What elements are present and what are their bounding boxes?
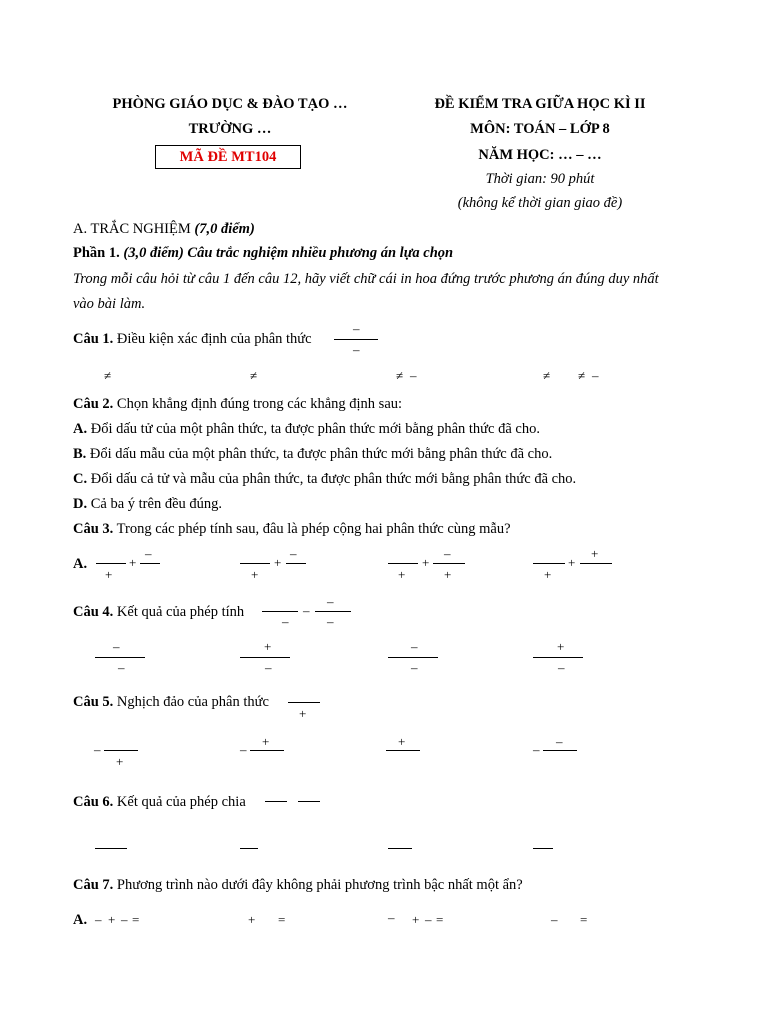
part1-instruction-line2: vào bài làm. [73, 296, 146, 312]
question-1 [73, 330, 312, 348]
q2-option-a [73, 420, 540, 438]
q5-c-bar [386, 750, 420, 751]
q2-option-b [73, 445, 552, 463]
question-6 [73, 793, 246, 811]
q4-d-bar [533, 657, 583, 658]
q2-option-a-text: Đổi dấu tử của một phân thức, ta được phân thức mới bằng phân thức đã cho. [87, 421, 540, 437]
q2-option-b-text: Đổi dấu mẫu của một phân thức, ta được phân thức mới bằng phân thức đã cho. [86, 446, 553, 462]
q5-d-minus: – [533, 742, 540, 757]
question-5 [73, 693, 269, 711]
section-a-title: A. TRẮC NGHIỆM [73, 221, 195, 237]
exam-duration-note: (không kể thời gian giao đề) [457, 195, 623, 211]
question-1-text: Điều kiện xác định của phân thức [113, 331, 312, 347]
q1-option-c-minus: – [410, 368, 417, 383]
q1-fraction-minus: – [353, 321, 360, 336]
q7-option-a-letter: A. [73, 912, 88, 928]
q3-a-plus: + [129, 555, 137, 570]
q7-a-plus: + [108, 912, 116, 927]
q6-d-bar [533, 848, 553, 849]
q3-d-plus: + [568, 555, 576, 570]
q3-c-frac2-bar [433, 563, 465, 564]
q5-d-top-minus: – [556, 734, 563, 749]
q7-b-eq: = [278, 912, 286, 927]
q7-c-minus-2: – [425, 912, 432, 927]
q5-b-top-plus: + [262, 734, 270, 749]
question-3-label: Câu 3. [73, 521, 114, 537]
exam-code: MÃ ĐỀ MT104 [179, 149, 277, 165]
q3-c-frac2-minus: – [444, 546, 451, 561]
q4-frac2-bottom-minus: – [327, 614, 334, 629]
q4-a-bar [95, 657, 145, 658]
q6-a-bar [95, 848, 127, 849]
q5-d-bar [543, 750, 577, 751]
q4-c-bottom-minus: – [411, 660, 418, 675]
q4-b-bottom-minus: – [265, 660, 272, 675]
q4-minus: – [303, 603, 310, 618]
part1-instruction-line1: Trong mỗi câu hỏi từ câu 1 đến câu 12, hãy viết chữ cái in hoa đứng trước phương án đúng duy nhất [73, 271, 659, 287]
q6-b-bar [240, 848, 258, 849]
q7-b-plus: + [248, 912, 256, 927]
question-4 [73, 603, 244, 621]
question-5-text: Nghịch đảo của phân thức [113, 694, 269, 710]
q7-d-eq: = [580, 912, 588, 927]
part1-desc: (3,0 điểm) Câu trắc nghiệm nhiều phương án lựa chọn [123, 245, 454, 261]
q1-option-b-symbol: ≠ [250, 368, 258, 383]
question-7-label: Câu 7. [73, 877, 114, 893]
q3-c-frac1-bar [388, 563, 418, 564]
q6-frac1-bar [265, 801, 287, 802]
q2-option-c-text: Đổi dấu cả tử và mẫu của phân thức, ta được phân thức mới bằng phân thức đã cho. [87, 471, 577, 487]
question-3 [73, 520, 511, 538]
q2-option-c [73, 470, 576, 488]
q3-d-frac1-bar [533, 563, 565, 564]
q6-frac2-bar [298, 801, 320, 802]
question-2-text: Chọn khẳng định đúng trong các khẳng định sau: [113, 396, 403, 412]
q2-option-b-letter: B. [73, 446, 87, 462]
q1-fraction-minus-2: – [353, 342, 360, 357]
question-6-label: Câu 6. [73, 794, 114, 810]
q4-c-bar [388, 657, 438, 658]
question-7-text: Phương trình nào dưới đây không phải phương trình bậc nhất một ẩn? [113, 877, 523, 893]
q1-option-c-symbol: ≠ [396, 368, 404, 383]
question-6-text: Kết quả của phép chia [113, 794, 246, 810]
q2-option-d [73, 495, 222, 513]
q3-b-frac1-bar [240, 563, 270, 564]
school-year: NĂM HỌC: … – … [478, 147, 602, 163]
exam-code-box [155, 145, 301, 169]
q3-c-plus: + [422, 555, 430, 570]
q4-a-bottom-minus: – [118, 660, 125, 675]
q4-frac2-top-minus: – [327, 594, 334, 609]
q3-c-frac2-plus: + [444, 567, 452, 582]
q4-b-bar [240, 657, 290, 658]
q5-a-minus: – [94, 742, 101, 757]
q1-option-d-symbol-2: ≠ [578, 368, 586, 383]
q4-frac2-bar [315, 611, 351, 612]
q4-b-top-plus: + [264, 639, 272, 654]
q5-frac-plus: + [299, 706, 307, 721]
q3-option-a-letter: A. [73, 556, 88, 572]
q5-frac-bar [288, 702, 320, 703]
q5-b-bar [250, 750, 284, 751]
q3-b-frac2-minus: – [290, 546, 297, 561]
q4-frac1-minus: – [282, 614, 289, 629]
q5-a-plus: + [116, 754, 124, 769]
q4-frac1-bar [262, 611, 298, 612]
q7-a-minus: – [95, 912, 102, 927]
question-7 [73, 876, 523, 894]
q6-c-bar [388, 848, 412, 849]
q5-a-bar [104, 750, 138, 751]
section-a-points: (7,0 điểm) [194, 221, 255, 237]
exam-title: ĐỀ KIỂM TRA GIỮA HỌC KÌ II [434, 96, 646, 112]
q2-option-d-text: Cả ba ý trên đều đúng. [87, 496, 223, 512]
school-name: TRƯỜNG … [188, 121, 272, 137]
q7-c-eq: = [436, 912, 444, 927]
q1-option-d-symbol: ≠ [543, 368, 551, 383]
q3-a-frac2-minus: – [145, 546, 152, 561]
section-a-heading [73, 220, 255, 238]
q3-a-frac1-plus: + [105, 567, 113, 582]
question-1-label: Câu 1. [73, 331, 114, 347]
exam-duration: Thời gian: 90 phút [485, 171, 595, 187]
question-2-label: Câu 2. [73, 396, 114, 412]
part1-heading [73, 244, 453, 262]
q3-d-frac2-bar [580, 563, 612, 564]
q3-d-frac1-plus: + [544, 567, 552, 582]
q2-option-c-letter: C. [73, 471, 88, 487]
q1-option-d-minus: – [592, 368, 599, 383]
q3-a-frac2-bar [140, 563, 160, 564]
q1-fraction-bar [334, 339, 378, 340]
q4-d-top-plus: + [557, 639, 565, 654]
q3-c-frac1-plus: + [398, 567, 406, 582]
exam-subject: MÔN: TOÁN – LỚP 8 [470, 121, 610, 137]
q7-c-plus: + [412, 912, 420, 927]
q3-b-plus: + [274, 555, 282, 570]
q5-b-minus: – [240, 742, 247, 757]
q3-a-frac1-bar [96, 563, 126, 564]
question-4-label: Câu 4. [73, 604, 114, 620]
q4-c-top-minus: – [411, 639, 418, 654]
q4-a-top-minus: – [113, 639, 120, 654]
school-department: PHÒNG GIÁO DỤC & ĐÀO TẠO … [112, 96, 348, 112]
question-2 [73, 395, 402, 413]
q7-a-eq: = [132, 912, 140, 927]
question-5-label: Câu 5. [73, 694, 114, 710]
q7-c-minus: – [388, 910, 395, 925]
q5-c-top-plus: + [398, 734, 406, 749]
part1-label: Phần 1. [73, 245, 124, 261]
question-4-text: Kết quả của phép tính [113, 604, 245, 620]
q2-option-a-letter: A. [73, 421, 88, 437]
q7-a-minus-2: – [121, 912, 128, 927]
question-3-text: Trong các phép tính sau, đâu là phép cộng hai phân thức cùng mẫu? [113, 521, 511, 537]
q3-b-frac1-plus: + [251, 567, 259, 582]
q7-d-minus: – [551, 912, 558, 927]
q1-option-a-symbol: ≠ [104, 368, 112, 383]
q3-d-frac2-plus: + [591, 546, 599, 561]
q2-option-d-letter: D. [73, 496, 88, 512]
q3-b-frac2-bar [286, 563, 306, 564]
q4-d-bottom-minus: – [558, 660, 565, 675]
